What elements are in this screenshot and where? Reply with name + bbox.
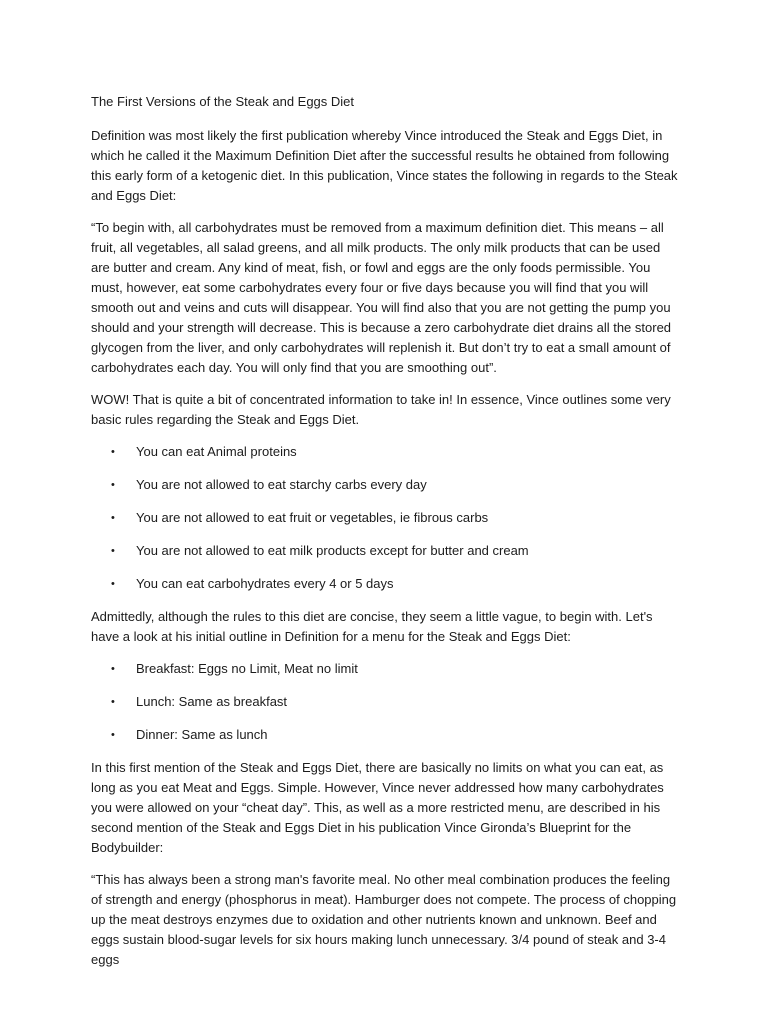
bullet-icon: •: [111, 446, 115, 458]
bullet-icon: •: [111, 479, 115, 491]
bullet-icon: •: [111, 512, 115, 524]
paragraph-intro: Definition was most likely the first publication whereby Vince introduced the Steak and Eggs Diet, in which he called it the Maximum Definition Diet after the successful results he obtained from following this early form of a ketogenic diet. In this publication, Vince states the following in regards to the Steak and Eggs Diet:: [91, 128, 678, 203]
paragraph-summary: WOW! That is quite a bit of concentrated information to take in! In essence, Vince outlines some very basic rules regarding the Steak and Eggs Diet.: [91, 392, 671, 427]
paragraph-first-mention: In this first mention of the Steak and Eggs Diet, there are basically no limits on what you can eat, as long as you eat Meat and Eggs. Simple. However, Vince never addressed how many carbohydrates you were allowed on your “cheat day”. This, as well as a more restricted menu, are described in his second mention of the Steak and Eggs Diet in his publication Vince Gironda’s Blueprint for the Bodybuilder:: [91, 760, 664, 855]
list-item: [91, 541, 680, 561]
list-item-text: Breakfast: Eggs no Limit, Meat no limit: [136, 661, 358, 676]
document-title: The First Versions of the Steak and Eggs Diet: [91, 94, 355, 109]
list-item-text: You can eat Animal proteins: [136, 444, 297, 459]
bullet-icon: •: [111, 729, 115, 741]
list-item-text: You are not allowed to eat milk products except for butter and cream: [136, 543, 529, 558]
list-item: [91, 508, 680, 528]
bullet-icon: •: [111, 696, 115, 708]
paragraph-menu-intro: Admittedly, although the rules to this diet are concise, they seem a little vague, to begin with. Let's have a look at his initial outline in Definition for a menu for the Steak and Eggs Diet:: [91, 609, 653, 644]
bullet-icon: •: [111, 545, 115, 557]
paragraph-quote-blueprint: “This has always been a strong man's favorite meal. No other meal combination produces the feeling of strength and energy (phosphorus in meat). Hamburger does not compete. The process of chopping up the meat destroys enzymes due to oxidation and other nutrients known and unknown. Beef and eggs sustain blood-sugar levels for six hours making lunch unnecessary. 3/4 pound of steak and 3-4 eggs: [91, 872, 677, 967]
rules-list: [91, 442, 680, 594]
bullet-icon: •: [111, 663, 115, 675]
list-item: [91, 574, 680, 594]
paragraph-quote-definition: “To begin with, all carbohydrates must be removed from a maximum definition diet. This means – all fruit, all vegetables, all salad greens, and all milk products. The only milk products that can be used are butter and cream. Any kind of meat, fish, or fowl and eggs are the only foods permissible. You must, however, eat some carbohydrates every four or five days because you will find that you will smooth out and veins and cuts will disappear. You will find also that you are not getting the pump you should and your strength will decrease. This is because a zero carbohydrate diet drains all the stored glycogen from the liver, and only carbohydrates will replenish it. But don’t try to eat a small amount of carbohydrates each day. You will only find that you are smoothing out”.: [91, 220, 672, 375]
list-item-text: You are not allowed to eat starchy carbs every day: [136, 477, 427, 492]
bullet-icon: •: [111, 578, 115, 590]
list-item: [91, 659, 680, 679]
list-item-text: You are not allowed to eat fruit or vegetables, ie fibrous carbs: [136, 510, 489, 525]
list-item-text: Lunch: Same as breakfast: [136, 694, 288, 709]
list-item: [91, 692, 680, 712]
menu-list: [91, 659, 680, 745]
list-item: [91, 725, 680, 745]
list-item-text: Dinner: Same as lunch: [136, 727, 268, 742]
list-item: [91, 442, 680, 462]
list-item: [91, 475, 680, 495]
list-item-text: You can eat carbohydrates every 4 or 5 days: [136, 576, 394, 591]
